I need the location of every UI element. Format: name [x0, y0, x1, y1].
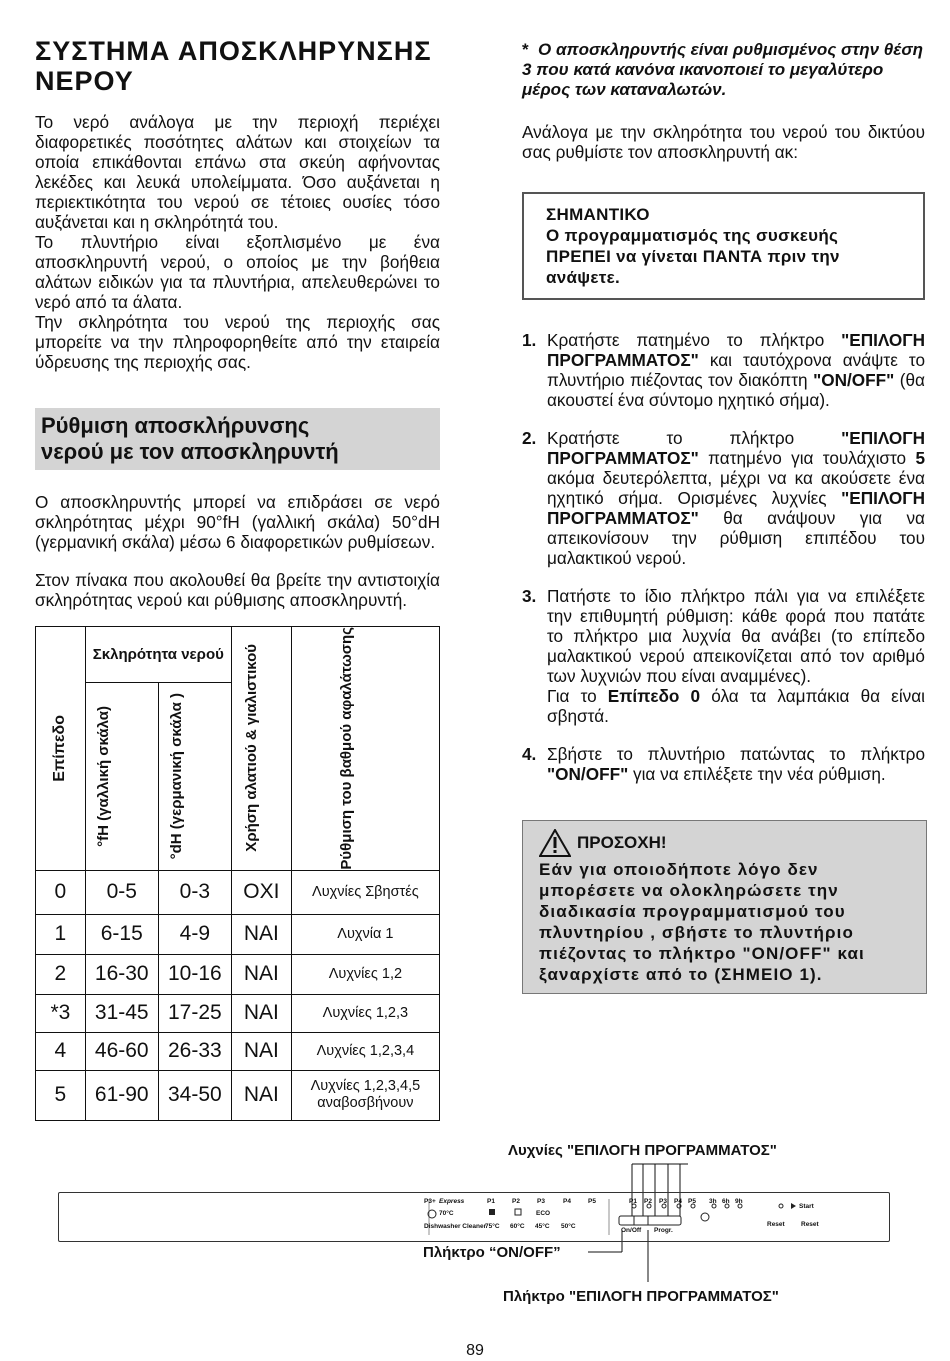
step-text: για να επιλέξετε την νέα ρύθμιση. — [628, 764, 886, 784]
table-row — [36, 870, 440, 914]
table-row — [36, 994, 440, 1032]
level-cell: 1 — [36, 914, 86, 954]
header-hardness: Σκληρότητα νερού — [85, 627, 231, 683]
label-program-p2: P2 — [512, 1198, 520, 1205]
header-setting: Ρύθμιση του βαθμού αφαλάτωσης — [291, 627, 439, 871]
fh-cell: 6-15 — [85, 914, 158, 954]
step-text: όλα τα λαμπάκια θα είναι σβηστά. — [547, 686, 925, 726]
fh-cell: 31-45 — [85, 994, 158, 1032]
steps-list — [522, 330, 925, 784]
step-text: Κρατήστε πατημένο το πλήκτρο — [547, 330, 842, 350]
level-cell: 2 — [36, 954, 86, 994]
dh-cell: 26-33 — [158, 1032, 231, 1070]
label-program-select-button: Πλήκτρο "ΕΠΙΛΟΓΗ ΠΡΟΓΡΑΜΜΑΤΟΣ" — [503, 1288, 779, 1305]
label-express: Express — [439, 1198, 465, 1205]
page-title — [35, 36, 440, 96]
label-reset-1: Reset — [767, 1221, 785, 1228]
step-4 — [522, 744, 925, 784]
label-reset-2: Reset — [801, 1221, 819, 1228]
title-line-1: ΣΥΣΤΗΜΑ ΑΠΟΣΚΛΗΡΥΝΣΗΣ — [35, 36, 432, 66]
important-title: ΣΗΜΑΝΤΙΚΟ — [546, 205, 650, 224]
dh-cell: 34-50 — [158, 1070, 231, 1120]
page-number: 89 — [466, 1342, 484, 1359]
warning-triangle-icon — [539, 829, 571, 857]
lamp-p1: P1 — [629, 1198, 637, 1205]
lamp-p2: P2 — [644, 1198, 652, 1205]
step-3 — [522, 586, 925, 726]
level-cell: 0 — [36, 870, 86, 914]
intro-paragraph-2: Το πλυντήριο είναι εξοπλισμένο με ένα αποσκληρυντή νερού, ο οποίος με την βοήθεια αλάτων ειδικών για τα πλυντήρια, απελευθερώνει το νερό από τα άλατα. — [35, 232, 440, 312]
setting-cell: Λυχνίες 1,2,3,4,5 αναβοσβήνουν — [291, 1070, 439, 1120]
header-salt: Χρήση αλατιού & γιαλιστικού — [231, 627, 291, 871]
section-heading-line-1: Ρύθμιση αποσκλήρυνσης — [41, 413, 310, 438]
label-start: Start — [799, 1203, 814, 1210]
step-text: (θα ακουστεί ένα σύντομο ηχητικό σήμα). — [547, 370, 925, 410]
label-program-p5: P5 — [588, 1198, 596, 1205]
label-on-off-small: On/Off — [621, 1227, 642, 1234]
label-program-p4: P4 — [563, 1198, 571, 1205]
salt-cell: ΝΑΙ — [231, 954, 291, 994]
intro-paragraph-1: Το νερό ανάλογα με την περιοχή περιέχει διαφορετικές ποσότητες αλάτων και στοιχείων τα οποία επικάθονται επάνω στα σκεύη αφήνοντας λεκέδες και λευκά υπολείμματα. Όσο αυξάνεται η περιεκτικότητα του νερού σε τέτοιες ουσίες τόσο αυξάνεται και η σκληρότητά του. — [35, 112, 440, 232]
step-number: 1. — [522, 330, 537, 350]
step-bold-text: 5 — [915, 448, 925, 468]
label-temp-60: 60°C — [510, 1223, 525, 1230]
table-row — [36, 954, 440, 994]
left-column — [35, 36, 440, 1121]
warning-box — [522, 820, 927, 994]
label-temp-45: 45°C — [535, 1223, 550, 1230]
step-bold-text: "ON/OFF" — [813, 370, 895, 390]
warning-header — [539, 829, 912, 857]
dh-cell: 17-25 — [158, 994, 231, 1032]
salt-cell: ΝΑΙ — [231, 914, 291, 954]
section-heading — [35, 408, 440, 470]
table-intro-paragraph: Στον πίνακα που ακολουθεί θα βρείτε την αντιστοιχία σκληρότητας νερού και ρύθμισης αποσκληρυντή. — [35, 570, 440, 610]
table-row — [36, 1032, 440, 1070]
fh-cell: 0-5 — [85, 870, 158, 914]
right-column — [522, 40, 925, 994]
intro-paragraph-3: Την σκληρότητα του νερού της περιοχής σας μπορείτε να την πληροφορηθείτε από την εταιρεία ύδρευσης της περιοχής σας. — [35, 312, 440, 372]
label-temp-50: 50°C — [561, 1223, 576, 1230]
softener-paragraph: Ο αποσκληρυντής μπορεί να επιδράσει σε νερό σκληρότητας μέχρι 90°fH (γαλλική σκάλα) 50°dH (γερμανική σκάλα) μέσω 6 διαφορετικών ρυθμίσεων. — [35, 492, 440, 552]
dh-cell: 4-9 — [158, 914, 231, 954]
label-program-p1: P1 — [487, 1198, 495, 1205]
salt-cell: ΝΑΙ — [231, 1032, 291, 1070]
lamp-p5: P5 — [688, 1198, 696, 1205]
warning-title: ΠΡΟΣΟΧΗ! — [577, 833, 667, 852]
label-delay-9h: 9h — [735, 1198, 743, 1205]
label-delay-6h: 6h — [722, 1198, 730, 1205]
adjust-intro: Ανάλογα με την σκληρότητα του νερού του δικτύου σας ρυθμίστε τον αποσκληρυντή ακ: — [522, 122, 925, 162]
label-on-off-button: Πλήκτρο “ON/OFF” — [423, 1244, 561, 1261]
level-cell: 5 — [36, 1070, 86, 1120]
level-cell: *3 — [36, 994, 86, 1032]
control-panel — [58, 1192, 890, 1242]
setting-cell: Λυχνίες Σβηστές — [291, 870, 439, 914]
section-heading-line-2: νερού με τον αποσκληρυντή — [41, 439, 339, 464]
label-eco: ECO — [536, 1210, 551, 1217]
label-progr-small: Progr. — [654, 1227, 673, 1234]
lamp-p3: P3 — [659, 1198, 667, 1205]
salt-cell: ΝΑΙ — [231, 1070, 291, 1120]
header-dh: °dH (γερμανική σκάλα ) — [158, 683, 231, 871]
title-line-2: ΝΕΡΟΥ — [35, 66, 134, 96]
header-level: Επίπεδο — [36, 627, 86, 871]
label-dishwasher-cleaner: Dishwasher Cleaner — [424, 1223, 487, 1230]
step-bold-text: "ΕΠΙΛΟΓΗ ΠΡΟΓΡΑΜΜΑΤΟΣ" — [547, 428, 925, 468]
step-text: Σβήστε το πλυντήριο πατώντας το πλήκτρο — [547, 744, 925, 764]
step-text: Για το — [547, 686, 608, 706]
step-number: 3. — [522, 586, 537, 606]
step-text: πατημένο για τουλάχιστο — [698, 448, 916, 468]
fh-cell: 46-60 — [85, 1032, 158, 1070]
dh-cell: 0-3 — [158, 870, 231, 914]
dh-cell: 10-16 — [158, 954, 231, 994]
salt-cell: ΟΧΙ — [231, 870, 291, 914]
step-text: θα ανάψουν για να απεικονίσουν την ρύθμιση επιπέδου του μαλακτικού νερού. — [547, 508, 925, 568]
asterisk: * — [522, 40, 529, 59]
table-row — [36, 914, 440, 954]
label-program-p3: P3 — [537, 1198, 545, 1205]
step-bold-text: "ΕΠΙΛΟΓΗ ΠΡΟΓΡΑΜΜΑΤΟΣ" — [547, 488, 925, 528]
panel-artwork — [59, 1193, 889, 1241]
setting-cell: Λυχνία 1 — [291, 914, 439, 954]
setting-cell: Λυχνίες 1,2,3,4 — [291, 1032, 439, 1070]
step-bold-text: "ON/OFF" — [547, 764, 629, 784]
table-row — [36, 1070, 440, 1120]
lamp-p4: P4 — [674, 1198, 682, 1205]
factory-setting-note — [522, 40, 925, 100]
step-text: και ταυτόχρονα ανάψτε το πλυντήριο πιέζοντας τον διακόπτη — [547, 350, 925, 390]
label-program-lamps: Λυχνίες "ΕΠΙΛΟΓΗ ΠΡΟΓΡΑΜΜΑΤΟΣ" — [508, 1142, 777, 1159]
warning-text: Εάν για οποιοδήποτε λόγο δεν μπορέσετε να ολοκληρώσετε την διαδικασία προγραμματισμού του πλυντηρίου , σβήστε το πλυντήριο πιέζοντας το πλήκτρο "ON/OFF" και ξαναρχίστε από το (ΣΗΜΕΙΟ 1). — [539, 860, 865, 984]
step-text: Κρατήστε το πλήκτρο — [547, 428, 842, 448]
label-temp-75: 75°C — [485, 1223, 500, 1230]
label-70c: 70°C — [439, 1210, 454, 1217]
step-2 — [522, 428, 925, 568]
step-number: 2. — [522, 428, 537, 448]
fh-cell: 61-90 — [85, 1070, 158, 1120]
step-number: 4. — [522, 744, 537, 764]
step-1 — [522, 330, 925, 410]
setting-cell: Λυχνίες 1,2,3 — [291, 994, 439, 1032]
salt-cell: ΝΑΙ — [231, 994, 291, 1032]
table-body — [36, 870, 440, 1120]
control-panel-diagram — [0, 1130, 950, 1310]
label-delay-3h: 3h — [709, 1198, 717, 1205]
factory-setting-text: Ο αποσκληρυντής είναι ρυθμισμένος στην θέση 3 που κατά κανόνα ικανοποιεί το μεγαλύτερο μέρος των καταναλωτών. — [522, 40, 924, 99]
setting-cell: Λυχνίες 1,2 — [291, 954, 439, 994]
hardness-table — [35, 626, 440, 1121]
important-text: Ο προγραμματισμός της συσκευής ΠΡΕΠΕΙ να γίνεται ΠΑΝΤΑ πριν την ανάψετε. — [546, 226, 840, 287]
header-fh: °fH (γαλλική σκάλα) — [85, 683, 158, 871]
fh-cell: 16-30 — [85, 954, 158, 994]
level-cell: 4 — [36, 1032, 86, 1070]
step-bold-text: Επίπεδο 0 — [607, 686, 701, 706]
step-text: Πατήστε το ίδιο πλήκτρο πάλι για να επιλέξετε την επιθυμητή ρύθμιση: κάθε φορά που πατάτε το πλήκτρο μια λυχνία θα ανάβει (το επίπεδο μαλακτικού νερού απεικονίζεται από τον αριθμό των λυχνιών που είναι αναμμένες). — [547, 586, 925, 686]
label-p3: P3+ — [424, 1198, 436, 1205]
important-box — [522, 192, 925, 300]
step-bold-text: "ΕΠΙΛΟΓΗ ΠΡΟΓΡΑΜΜΑΤΟΣ" — [547, 330, 925, 370]
step-text: ακόμα δευτερόλεπτα, μέχρι να κα ακούσετε ένα ηχητικό σήμα. Ορισμένες λυχνίες — [547, 468, 925, 508]
